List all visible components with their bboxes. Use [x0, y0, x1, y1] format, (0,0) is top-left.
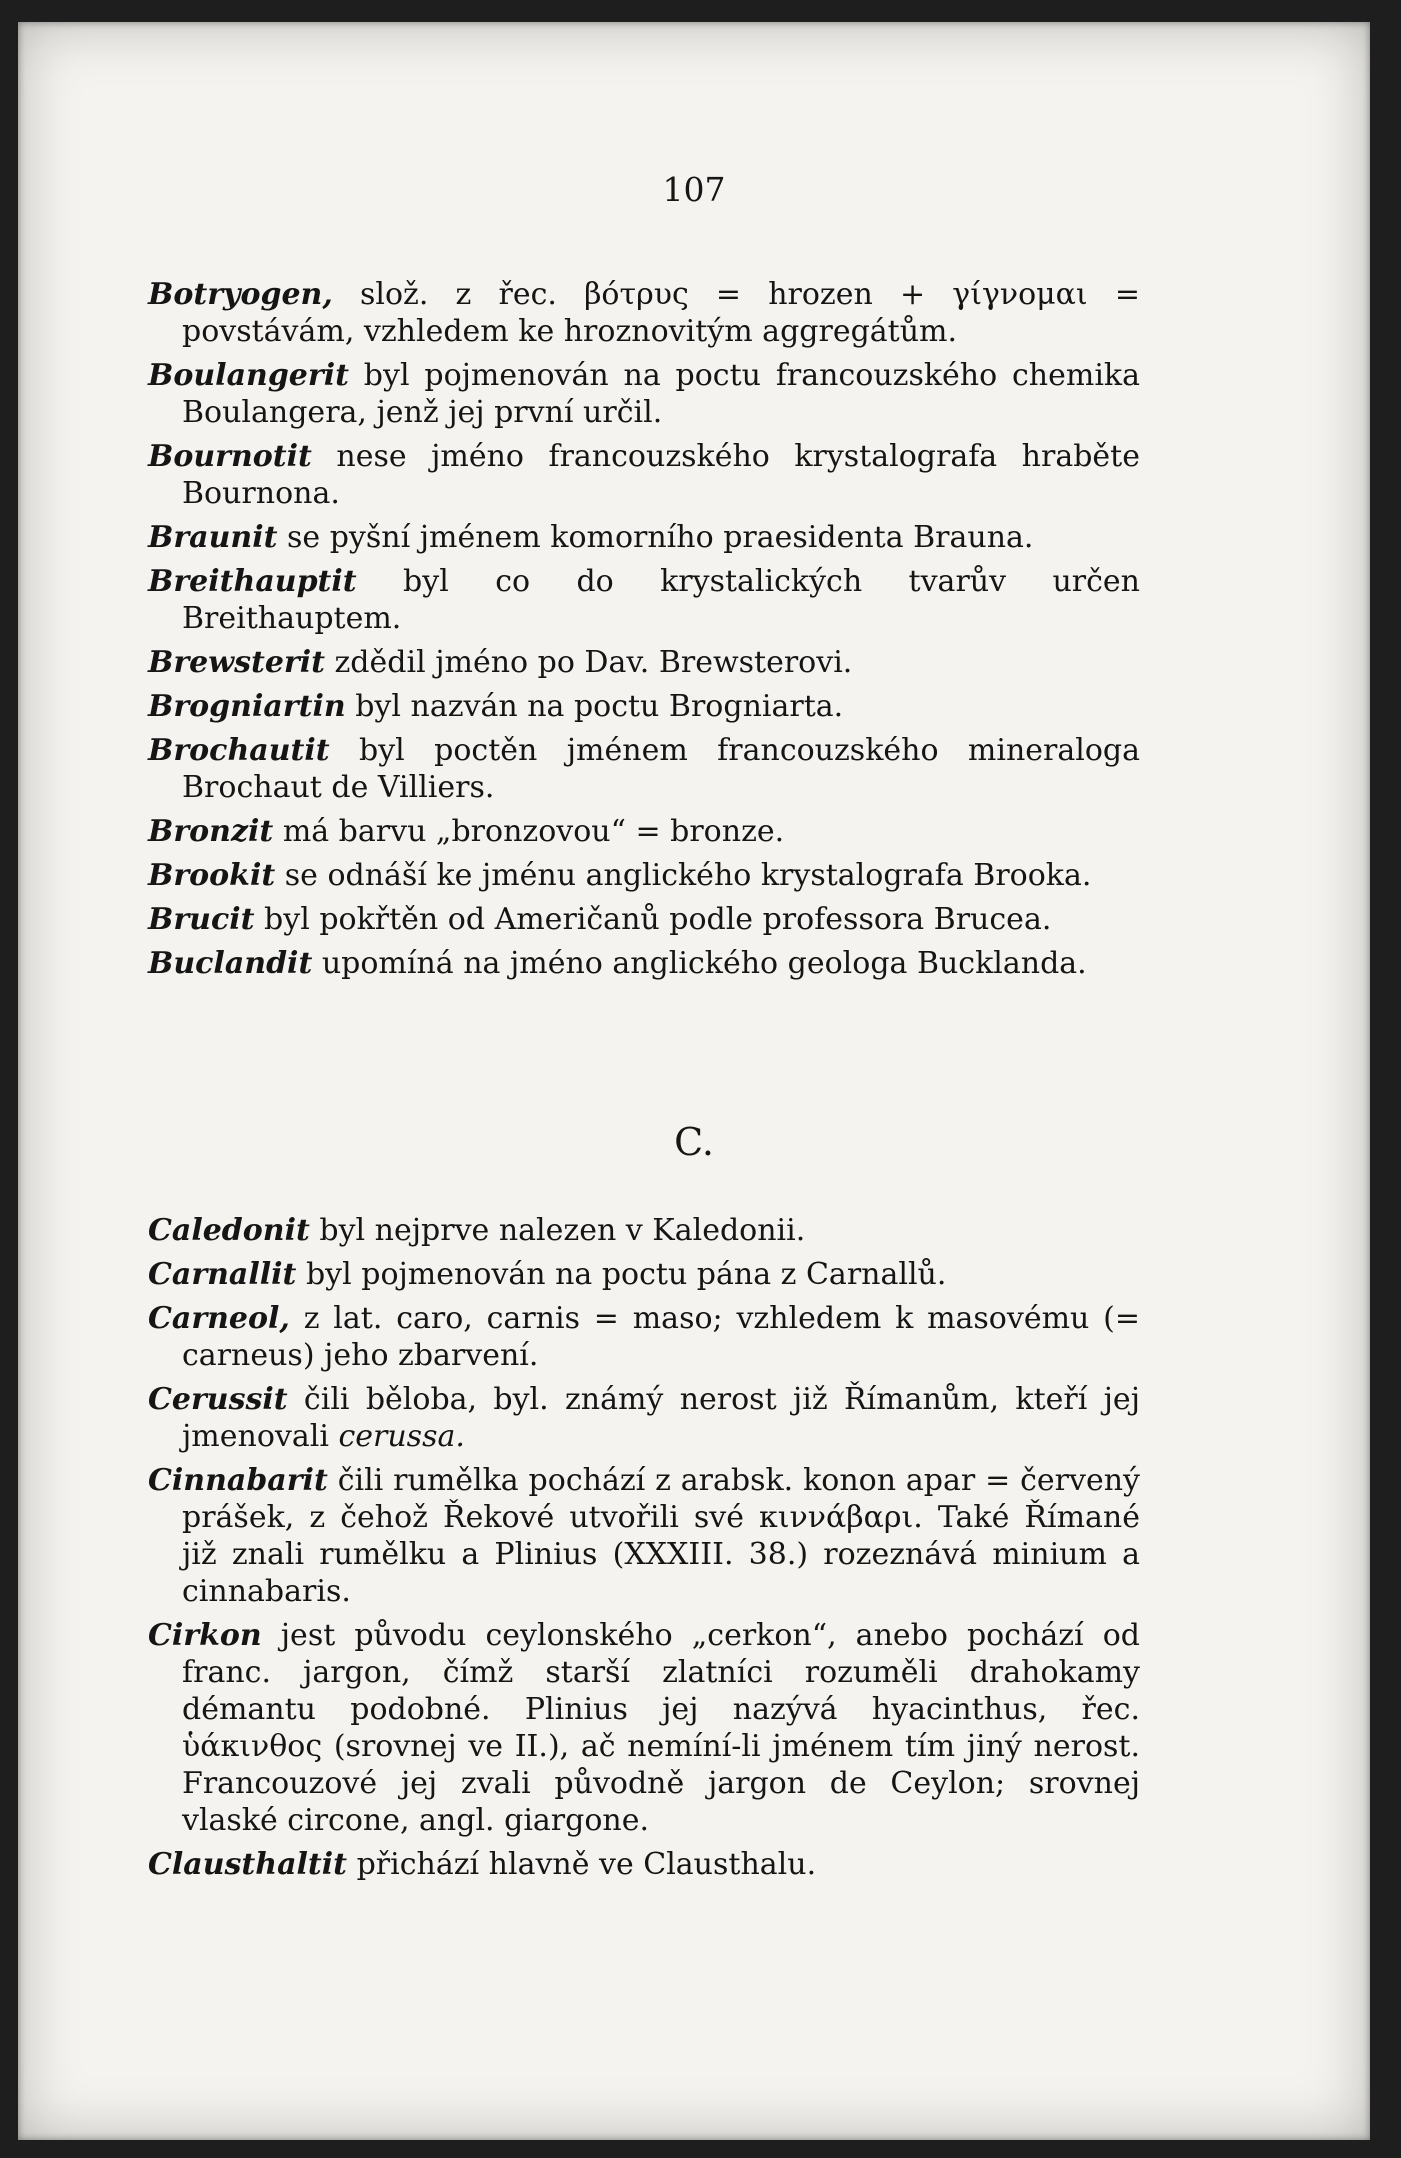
entry-text: se pyšní jménem komorního praesidenta Brauna. [277, 520, 1034, 555]
dictionary-entry [148, 644, 1140, 681]
entry-text: byl pokřtěn od Američanů podle professora Brucea. [254, 902, 1052, 937]
entry-term: Bronzit [148, 814, 274, 849]
dictionary-entry [148, 688, 1140, 725]
entry-text: byl nejprve nalezen v Kaledonii. [309, 1213, 806, 1248]
dictionary-entry [148, 1462, 1140, 1610]
entry-term: Cirkon [148, 1618, 262, 1653]
dictionary-entry [148, 1846, 1140, 1883]
entry-text: z lat. caro, carnis = maso; vzhledem k masovému (= carneus) jeho zbarvení. [182, 1301, 1140, 1373]
dictionary-entry [148, 1300, 1140, 1374]
dictionary-entry [148, 1212, 1140, 1249]
book-page [18, 22, 1370, 2140]
entry-term: Carnallit [148, 1257, 297, 1292]
entry-italic-word: cerussa. [338, 1419, 465, 1454]
entry-text: čili běloba, byl. známý nerost již Římanům, kteří jej jmenovali [182, 1382, 1140, 1454]
entry-term: Cinnabarit [148, 1463, 328, 1498]
entry-term: Carneol, [148, 1301, 290, 1336]
dictionary-entry [148, 1381, 1140, 1455]
section-b-entries [148, 276, 1140, 989]
dictionary-entry [148, 1256, 1140, 1293]
entry-text: slož. z řec. βότρυς = hrozen + γίγνομαι = povstávám, vzhledem ke hroznovitým aggregátům. [182, 277, 1140, 349]
entry-term: Breithauptit [148, 564, 357, 599]
entry-term: Clausthaltit [148, 1847, 348, 1882]
dictionary-entry [148, 732, 1140, 806]
dictionary-entry [148, 901, 1140, 938]
entry-term: Boulangerit [148, 358, 349, 393]
entry-term: Brewsterit [148, 645, 325, 680]
dictionary-entry [148, 813, 1140, 850]
entry-term: Brucit [148, 902, 255, 937]
dictionary-entry [148, 857, 1140, 894]
entry-term: Botryogen, [148, 277, 333, 312]
entry-text: byl pojmenován na poctu francouzského chemika Boulangera, jenž jej první určil. [182, 358, 1140, 430]
section-c-entries [148, 1212, 1140, 1890]
entry-term: Caledonit [148, 1213, 310, 1248]
dictionary-entry [148, 563, 1140, 637]
dictionary-entry [148, 1617, 1140, 1839]
entry-term: Bournotit [148, 439, 312, 474]
entry-term: Braunit [148, 520, 278, 555]
page-number: 107 [662, 170, 726, 209]
entry-text: přichází hlavně ve Clausthalu. [347, 1847, 817, 1882]
dictionary-entry [148, 519, 1140, 556]
entry-text: byl pojmenován na poctu pána z Carnallů. [296, 1257, 947, 1292]
entry-term: Buclandit [148, 946, 313, 981]
entry-text: upomíná na jméno anglického geologa Bucklanda. [312, 946, 1087, 981]
entry-text: jest původu ceylonského „cerkon“, anebo pochází od franc. jargon, čímž starší zlatníci rozuměli drahokamy démantu podobné. Plinius jej nazývá hyacinthus, řec. ὑάκινθος (srovnej ve II.), ač nemíní-li jménem tím jiný nerost. Francouzové jej zvali původně jargon de Ceylon; srovnej vlaské circone, angl. giargone. [182, 1618, 1140, 1838]
section-heading-c: C. [674, 1120, 714, 1164]
dictionary-entry [148, 357, 1140, 431]
dictionary-entry [148, 945, 1140, 982]
entry-text: byl nazván na poctu Brogniarta. [345, 689, 844, 724]
entry-term: Cerussit [148, 1382, 288, 1417]
dictionary-entry [148, 276, 1140, 350]
entry-text: se odnáší ke jménu anglického krystalografa Brooka. [275, 858, 1092, 893]
entry-text: byl poctěn jménem francouzského mineraloga Brochaut de Villiers. [182, 733, 1140, 805]
entry-text: zdědil jméno po Dav. Brewsterovi. [324, 645, 853, 680]
entry-text: má barvu „bronzovou“ = bronze. [273, 814, 785, 849]
dictionary-entry [148, 438, 1140, 512]
entry-term: Brookit [148, 858, 276, 893]
entry-text: byl co do krystalických tvarův určen Breithauptem. [182, 564, 1140, 636]
entry-term: Brochautit [148, 733, 330, 768]
entry-term: Brogniartin [148, 689, 346, 724]
entry-text: nese jméno francouzského krystalografa hraběte Bournona. [182, 439, 1140, 511]
entry-text: čili rumělka pochází z arabsk. konon apar = červený prášek, z čehož Řekové utvořili své κιννάβαρι. Také Římané již znali rumělku a Plinius (XXXIII. 38.) rozeznává minium a cinnabaris. [182, 1463, 1140, 1609]
